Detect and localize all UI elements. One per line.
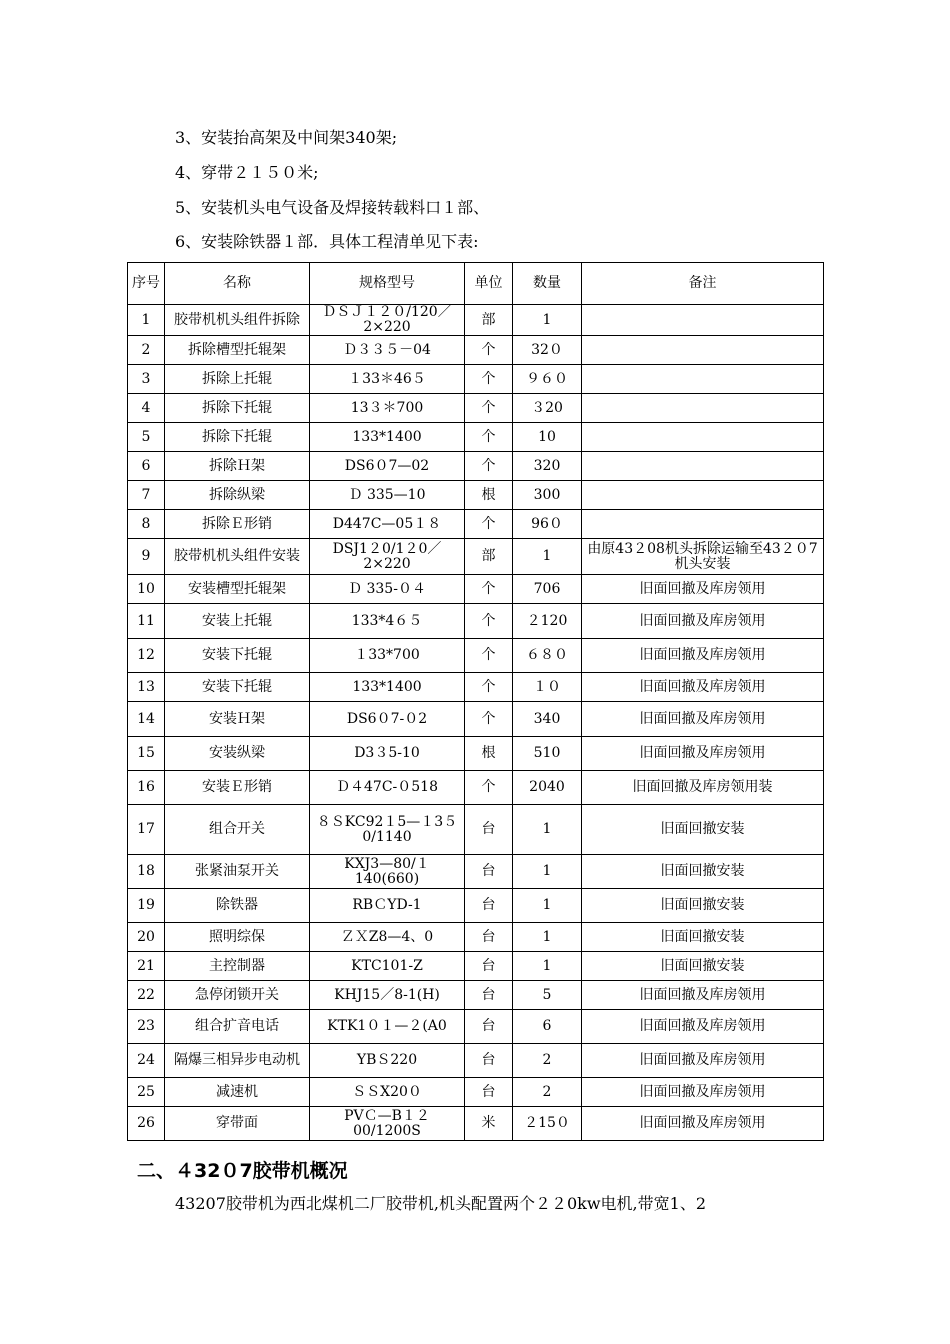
cell-spec: Ｄ 335—10 — [310, 481, 465, 510]
cell-spec: ＳＳX20０ — [310, 1078, 465, 1107]
cell-quantity: 10 — [513, 423, 582, 452]
project-list-table — [127, 262, 824, 1141]
cell-quantity: 2 — [513, 1044, 582, 1078]
cell-remark: 旧面回撤安装 — [582, 889, 824, 923]
cell-unit: 部 — [465, 539, 513, 575]
cell-unit: 个 — [465, 423, 513, 452]
cell-name: 安装下托辊 — [165, 673, 310, 702]
cell-name: 拆除下托辊 — [165, 423, 310, 452]
table-row — [128, 336, 824, 365]
cell-remark: 旧面回撤及库房领用 — [582, 981, 824, 1010]
cell-name: 拆除Ｈ架 — [165, 452, 310, 481]
table-row — [128, 423, 824, 452]
cell-name: 组合扩音电话 — [165, 1010, 310, 1044]
cell-index: 1 — [128, 305, 165, 336]
header-quantity: 数量 — [513, 263, 582, 305]
cell-name: 拆除Ｅ形销 — [165, 510, 310, 539]
cell-index: 14 — [128, 702, 165, 737]
cell-index: 26 — [128, 1107, 165, 1141]
cell-name: 除铁器 — [165, 889, 310, 923]
table-row — [128, 952, 824, 981]
cell-remark — [582, 423, 824, 452]
header-name: 名称 — [165, 263, 310, 305]
cell-remark: 旧面回撤及库房领用 — [582, 702, 824, 737]
cell-remark: 旧面回撤安装 — [582, 855, 824, 889]
cell-remark — [582, 305, 824, 336]
table-row — [128, 673, 824, 702]
cell-remark: 旧面回撤及库房领用 — [582, 1010, 824, 1044]
cell-unit: 个 — [465, 365, 513, 394]
cell-unit: 台 — [465, 1044, 513, 1078]
cell-name: 张紧油泵开关 — [165, 855, 310, 889]
cell-name: 拆除纵梁 — [165, 481, 310, 510]
table-row — [128, 481, 824, 510]
cell-spec: KXJ3—80/１140(660) — [310, 855, 465, 889]
cell-quantity: 2 — [513, 1078, 582, 1107]
cell-spec: DS6０7—02 — [310, 452, 465, 481]
cell-quantity: 6 — [513, 1010, 582, 1044]
table-row — [128, 702, 824, 737]
cell-name: 照明综保 — [165, 923, 310, 952]
cell-index: 8 — [128, 510, 165, 539]
cell-quantity: 340 — [513, 702, 582, 737]
cell-index: 23 — [128, 1010, 165, 1044]
cell-remark: 旧面回撤安装 — [582, 952, 824, 981]
cell-unit: 个 — [465, 575, 513, 604]
cell-unit: 台 — [465, 981, 513, 1010]
cell-remark: 旧面回撤及库房领用 — [582, 1107, 824, 1141]
table-row — [128, 923, 824, 952]
cell-quantity: 1 — [513, 952, 582, 981]
table-row — [128, 604, 824, 639]
cell-quantity: 96０ — [513, 510, 582, 539]
cell-quantity: 5 — [513, 981, 582, 1010]
cell-remark: 由原43２08机头拆除运输至43２０7机头安装 — [582, 539, 824, 575]
cell-spec: D447C—05１８ — [310, 510, 465, 539]
cell-remark: 旧面回撤及库房领用 — [582, 737, 824, 771]
cell-remark: 旧面回撤及库房领用 — [582, 673, 824, 702]
cell-index: 22 — [128, 981, 165, 1010]
cell-unit: 个 — [465, 394, 513, 423]
cell-name: 安装Ｅ形销 — [165, 771, 310, 805]
cell-quantity: 32０ — [513, 336, 582, 365]
cell-spec: Ｄ 335-０４ — [310, 575, 465, 604]
cell-index: 18 — [128, 855, 165, 889]
cell-quantity: 2040 — [513, 771, 582, 805]
cell-spec: Ｄ３３５－04 — [310, 336, 465, 365]
intro-line-6: 6、安装除铁器１部．具体工程清单见下表: — [175, 232, 479, 251]
cell-spec: PVＣ—B１２00/1200S — [310, 1107, 465, 1141]
cell-index: 20 — [128, 923, 165, 952]
cell-quantity: 300 — [513, 481, 582, 510]
cell-quantity: 1 — [513, 923, 582, 952]
cell-quantity: 1 — [513, 889, 582, 923]
cell-name: 拆除槽型托辊架 — [165, 336, 310, 365]
cell-spec: ＺＸZ8—4、0 — [310, 923, 465, 952]
table-row — [128, 1044, 824, 1078]
cell-spec: ＤＳＪ１２０/120／2×220 — [310, 305, 465, 336]
table-row — [128, 889, 824, 923]
cell-name: 胶带机机头组件拆除 — [165, 305, 310, 336]
table-row — [128, 539, 824, 575]
cell-unit: 根 — [465, 481, 513, 510]
cell-index: 25 — [128, 1078, 165, 1107]
intro-line-3: 3、安装抬高架及中间架340架; — [175, 128, 398, 147]
cell-quantity: 320 — [513, 452, 582, 481]
header-index: 序号 — [128, 263, 165, 305]
cell-unit: 个 — [465, 639, 513, 673]
cell-remark — [582, 336, 824, 365]
cell-index: 6 — [128, 452, 165, 481]
cell-index: 19 — [128, 889, 165, 923]
cell-unit: 台 — [465, 1010, 513, 1044]
intro-line-4: 4、穿带２１５０米; — [175, 163, 319, 182]
cell-quantity: 1 — [513, 855, 582, 889]
cell-name: 隔爆三相异步电动机 — [165, 1044, 310, 1078]
table-row — [128, 639, 824, 673]
cell-spec: 13３＊700 — [310, 394, 465, 423]
cell-name: 拆除下托辊 — [165, 394, 310, 423]
cell-quantity: 1 — [513, 539, 582, 575]
cell-index: 21 — [128, 952, 165, 981]
cell-name: 安装纵梁 — [165, 737, 310, 771]
cell-index: 12 — [128, 639, 165, 673]
cell-remark — [582, 452, 824, 481]
cell-name: 急停闭锁开关 — [165, 981, 310, 1010]
cell-index: 16 — [128, 771, 165, 805]
cell-remark: 旧面回撤及库房领用装 — [582, 771, 824, 805]
cell-spec: KTC101-Z — [310, 952, 465, 981]
table-header-row — [128, 263, 824, 305]
cell-index: 15 — [128, 737, 165, 771]
table-row — [128, 510, 824, 539]
cell-quantity: 706 — [513, 575, 582, 604]
cell-unit: 台 — [465, 923, 513, 952]
cell-spec: 133*1400 — [310, 423, 465, 452]
table-row — [128, 1010, 824, 1044]
cell-index: 9 — [128, 539, 165, 575]
cell-name: 安装Ｈ架 — [165, 702, 310, 737]
cell-unit: 台 — [465, 952, 513, 981]
table-row — [128, 981, 824, 1010]
cell-spec: YBＳ220 — [310, 1044, 465, 1078]
cell-remark: 旧面回撤安装 — [582, 923, 824, 952]
cell-unit: 个 — [465, 673, 513, 702]
cell-name: 安装下托辊 — [165, 639, 310, 673]
table-row — [128, 1107, 824, 1141]
intro-line-5: 5、安装机头电气设备及焊接转载料口１部、 — [175, 198, 490, 217]
cell-index: 17 — [128, 805, 165, 855]
cell-unit: 米 — [465, 1107, 513, 1141]
section-heading: 二、４32０7胶带机概况 — [137, 1160, 348, 1182]
cell-name: 拆除上托辊 — [165, 365, 310, 394]
cell-spec: D3３5-10 — [310, 737, 465, 771]
cell-quantity: 1 — [513, 305, 582, 336]
cell-spec: KTK1０１—２(A0 — [310, 1010, 465, 1044]
cell-unit: 个 — [465, 702, 513, 737]
cell-index: 2 — [128, 336, 165, 365]
cell-index: 11 — [128, 604, 165, 639]
header-spec: 规格型号 — [310, 263, 465, 305]
cell-index: 13 — [128, 673, 165, 702]
cell-name: 减速机 — [165, 1078, 310, 1107]
cell-name: 安装槽型托辊架 — [165, 575, 310, 604]
cell-quantity: １０ — [513, 673, 582, 702]
header-unit: 单位 — [465, 263, 513, 305]
cell-spec: RBＣYD-1 — [310, 889, 465, 923]
cell-unit: 台 — [465, 855, 513, 889]
table-row — [128, 365, 824, 394]
section-paragraph: 43207胶带机为西北煤机二厂胶带机,机头配置两个２２0kw电机,带宽1、2 — [175, 1194, 707, 1213]
cell-spec: １33＊46５ — [310, 365, 465, 394]
table-row — [128, 575, 824, 604]
cell-index: 3 — [128, 365, 165, 394]
cell-remark — [582, 394, 824, 423]
table-row — [128, 805, 824, 855]
cell-remark — [582, 510, 824, 539]
cell-quantity: 510 — [513, 737, 582, 771]
table-row — [128, 452, 824, 481]
cell-remark: 旧面回撤安装 — [582, 805, 824, 855]
cell-index: 4 — [128, 394, 165, 423]
cell-name: 组合开关 — [165, 805, 310, 855]
cell-unit: 根 — [465, 737, 513, 771]
cell-spec: 133*1400 — [310, 673, 465, 702]
cell-unit: 台 — [465, 1078, 513, 1107]
cell-remark — [582, 481, 824, 510]
cell-remark — [582, 365, 824, 394]
cell-name: 胶带机机头组件安装 — [165, 539, 310, 575]
cell-unit: 台 — [465, 889, 513, 923]
cell-spec: KHJ15／8-1(H) — [310, 981, 465, 1010]
cell-spec: 133*4６５ — [310, 604, 465, 639]
cell-name: 安装上托辊 — [165, 604, 310, 639]
table-row — [128, 394, 824, 423]
table-row — [128, 771, 824, 805]
cell-spec: Ｄ４47C-０518 — [310, 771, 465, 805]
cell-unit: 台 — [465, 805, 513, 855]
table-row — [128, 737, 824, 771]
cell-index: 24 — [128, 1044, 165, 1078]
cell-spec: １33*700 — [310, 639, 465, 673]
cell-index: 5 — [128, 423, 165, 452]
cell-name: 穿带面 — [165, 1107, 310, 1141]
cell-remark: 旧面回撤及库房领用 — [582, 575, 824, 604]
cell-spec: DSJ1２0/1２0／2×220 — [310, 539, 465, 575]
cell-index: 10 — [128, 575, 165, 604]
cell-quantity: ３20 — [513, 394, 582, 423]
cell-quantity: ２15０ — [513, 1107, 582, 1141]
cell-quantity: ９６０ — [513, 365, 582, 394]
cell-unit: 个 — [465, 336, 513, 365]
cell-name: 主控制器 — [165, 952, 310, 981]
cell-unit: 个 — [465, 452, 513, 481]
cell-index: 7 — [128, 481, 165, 510]
cell-remark: 旧面回撤及库房领用 — [582, 639, 824, 673]
cell-remark: 旧面回撤及库房领用 — [582, 1044, 824, 1078]
table-row — [128, 1078, 824, 1107]
cell-quantity: ６８０ — [513, 639, 582, 673]
cell-unit: 部 — [465, 305, 513, 336]
cell-remark: 旧面回撤及库房领用 — [582, 1078, 824, 1107]
cell-quantity: 1 — [513, 805, 582, 855]
cell-remark: 旧面回撤及库房领用 — [582, 604, 824, 639]
cell-spec: ８ＳKC92１5—１3５0/1140 — [310, 805, 465, 855]
table-row — [128, 305, 824, 336]
table-row — [128, 855, 824, 889]
header-remark: 备注 — [582, 263, 824, 305]
cell-unit: 个 — [465, 604, 513, 639]
cell-quantity: ２120 — [513, 604, 582, 639]
cell-spec: DS6０7-０2 — [310, 702, 465, 737]
cell-unit: 个 — [465, 510, 513, 539]
cell-unit: 个 — [465, 771, 513, 805]
